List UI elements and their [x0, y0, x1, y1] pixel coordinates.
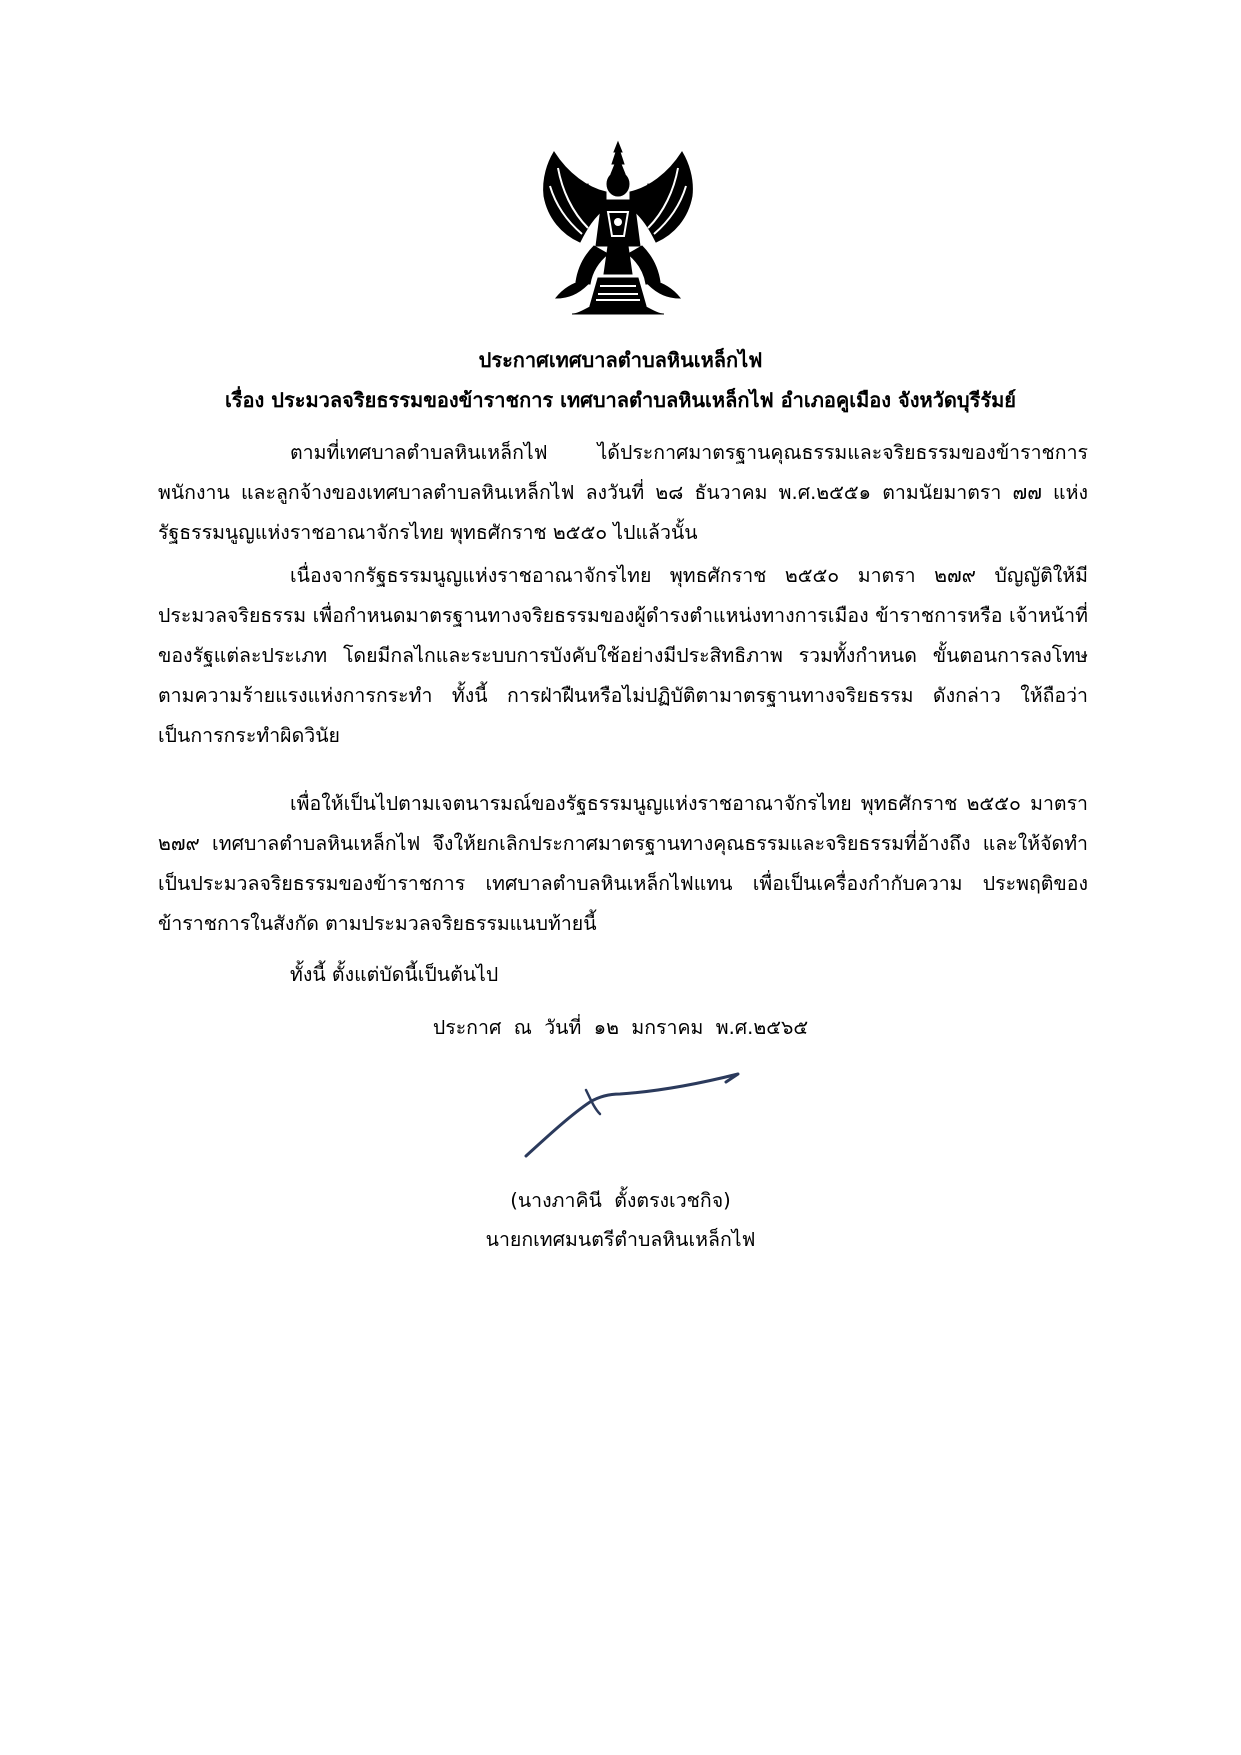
- paragraph-2: เนื่องจากรัฐธรรมนูญแห่งราชอาณาจักรไทย พุทธศักราช ๒๕๕๐ มาตรา ๒๗๙ บัญญัติให้มี ประมวลจริยธรรม เพื่อกำหนดมาตรฐานทางจริยธรรมของผู้ดำรงตำแหน่งทางการเมือง ข้าราชการหรือ เจ้าหน้าที่ของรัฐแต่ละประเภท โดยมีกลไกและระบบการบังคับใช้อย่างมีประสิทธิภาพ รวมทั้งกำหนด ขั้นตอนการลงโทษตามความร้ายแรงแห่งการกระทำ ทั้งนี้ การฝ่าฝืนหรือไม่ปฏิบัติตามาตรฐานทางจริยธรรม ดังกล่าว ให้ถือว่าเป็นการกระทำผิดวินัย: [158, 564, 1088, 747]
- paragraph-3: เพื่อให้เป็นไปตามเจตนารมณ์ของรัฐธรรมนูญแห่งราชอาณาจักรไทย พุทธศักราช ๒๕๕๐ มาตรา ๒๗๙ เทศบาลตำบลหินเหล็กไฟ จึงให้ยกเลิกประกาศมาตรฐานทางคุณธรรมและจริยธรรมที่อ้างถึง และให้จัดทำเป็นประมวลจริยธรรมของข้าราชการ เทศบาลตำบลหินเหล็กไฟแทน เพื่อเป็นเครื่องกำกับความ ประพฤติของข้าราชการในสังกัด ตามประมวลจริยธรรมแนบท้ายนี้: [158, 792, 1088, 935]
- announcement-date: ประกาศ ณ วันที่ ๑๒ มกราคม พ.ศ.๒๕๖๕: [432, 1016, 809, 1039]
- signer-position: นายกเทศมนตรีตำบลหินเหล็กไฟ: [485, 1228, 756, 1251]
- signature-icon: [520, 1068, 750, 1164]
- effective-statement: ทั้งนี้ ตั้งแต่บัดนี้เป็นต้นไป: [290, 963, 499, 986]
- garuda-emblem-icon: [528, 138, 708, 318]
- paragraph-1: ตามที่เทศบาลตำบลหินเหล็กไฟ ได้ประกาศมาตรฐานคุณธรรมและจริยธรรมของข้าราชการ พนักงาน และลูกจ้างของเทศบาลตำบลหินเหล็กไฟ ลงวันที่ ๒๘ ธันวาคม พ.ศ.๒๕๕๑ ตามนัยมาตรา ๗๗ แห่ง รัฐธรรมนูญแห่งราชอาณาจักรไทย พุทธศักราช ๒๕๕๐ ไปแล้วนั้น: [158, 441, 1088, 544]
- signer-name: (นางภาคินี ตั้งตรงเวชกิจ): [510, 1189, 731, 1212]
- announcement-subject: เรื่อง ประมวลจริยธรรมของข้าราชการ เทศบาลตำบลหินเหล็กไฟ อำเภอคูเมือง จังหวัดบุรีรัมย์: [224, 388, 1017, 412]
- announcement-title: ประกาศเทศบาลตำบลหินเหล็กไฟ: [478, 348, 763, 372]
